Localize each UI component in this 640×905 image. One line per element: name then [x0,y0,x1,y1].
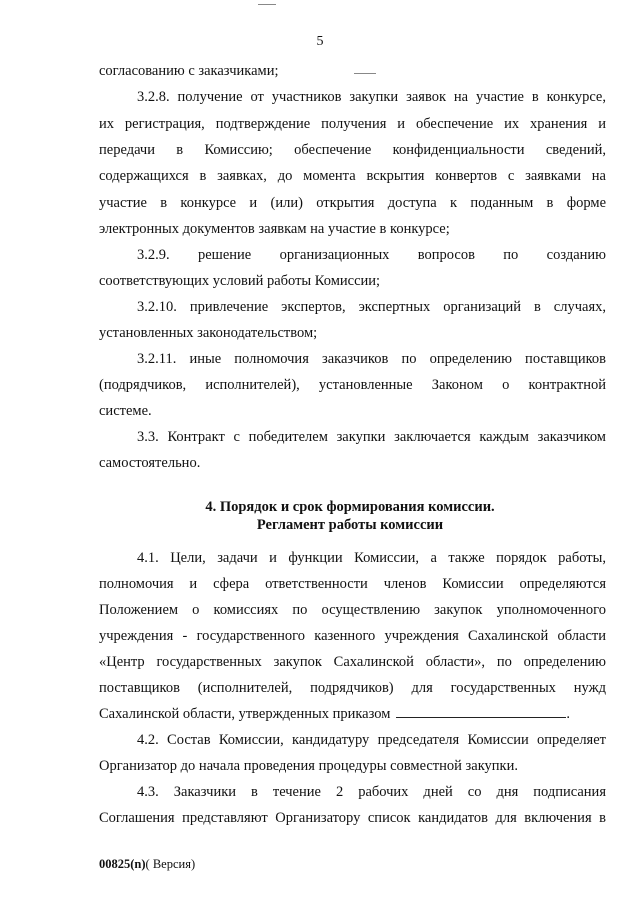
text-line: (подрядчиков, исполнителей), установленные Законом о контрактной [99,377,606,393]
line-end-punct: . [566,706,571,722]
text-line: согласованию с заказчиками; [99,63,279,79]
text-line: системе. [99,403,152,419]
text-line: 3.2.8. получение от участников закупки заявок на участие в конкурсе, [137,89,606,105]
footer [99,857,195,872]
text-line: 3.2.9. решение организационных вопросов по созданию [137,247,606,263]
scan-speck [258,4,276,5]
text-line: самостоятельно. [99,455,201,471]
page-number: 5 [316,34,324,49]
text-line-with-blank [99,705,606,723]
text-line: передачи в Комиссию; обеспечение конфиденциальности сведений, [99,142,606,158]
text-line: установленных законодательством; [99,325,318,341]
footer-code: 00825(n) [99,857,146,871]
text-line: 3.2.11. иные полномочия заказчиков по определению поставщиков [137,351,606,367]
text-line: 4.2. Состав Комиссии, кандидатуру председателя Комиссии определяет [137,732,606,748]
text-line: 3.3. Контракт с победителем закупки заключается каждым заказчиком [137,429,606,445]
text-line: «Центр государственных закупок Сахалинской области», по определению [99,654,606,670]
text-line: содержащихся в заявках, до момента вскрытия конвертов с заявками на [99,168,606,184]
text-line: Сахалинской области, утвержденных приказом [99,706,391,722]
section-heading: 4. Порядок и срок формирования комиссии. [205,499,495,515]
text-line: учреждения - государственного казенного учреждения Сахалинской области [99,628,606,644]
text-line: поставщиков (исполнителей, подрядчиков) для государственных нужд [99,680,606,696]
text-line: соответствующих условий работы Комиссии; [99,273,381,289]
text-line: 3.2.10. привлечение экспертов, экспертных организаций в случаях, [137,299,606,315]
text-line: Организатор до начала проведения процедуры совместной закупки. [99,758,518,774]
footer-version: ( Версия) [145,857,196,871]
text-line: 4.1. Цели, задачи и функции Комиссии, а также порядок работы, [137,550,606,566]
blank-underline [396,705,566,718]
section-subheading: Регламент работы комиссии [256,517,444,533]
text-line: их регистрация, подтверждение получения и обеспечение их хранения и [99,116,606,132]
text-line: Соглашения представляют Организатору список кандидатов для включения в [99,810,606,826]
text-line: участие в конкурсе и (или) открытия доступа к поданным в форме [99,195,606,211]
text-line: Положением о комиссиях по осуществлению закупок уполномоченного [99,602,606,618]
text-line: 4.3. Заказчики в течение 2 рабочих дней со дня подписания [137,784,606,800]
text-line: полномочия и сфера ответственности членов Комиссии определяются [99,576,606,592]
text-line: электронных документов заявкам на участие в конкурсе; [99,221,450,237]
